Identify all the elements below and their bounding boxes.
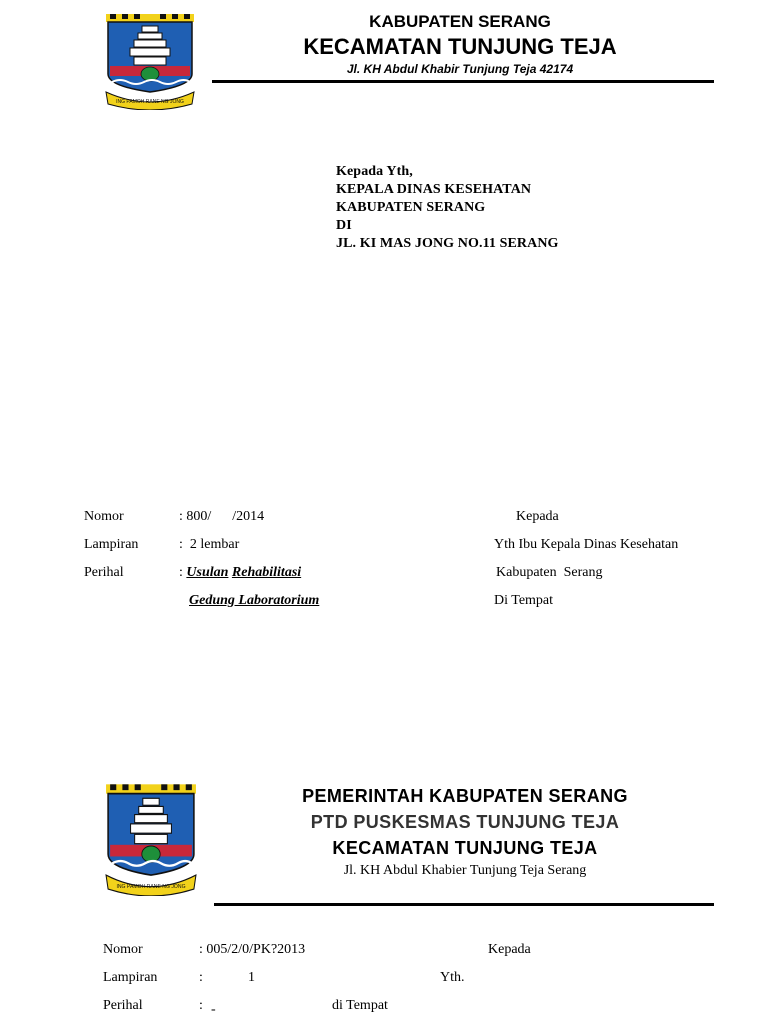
perihal2-label: Perihal: [103, 998, 143, 1013]
nomor-value: : 800/ /2014: [179, 509, 265, 524]
perihal-colon: :: [179, 565, 183, 580]
letterhead2-puskesmas: PTD PUSKESMAS TUNJUNG TEJA: [310, 812, 620, 832]
right-kabupaten: Kabupaten Serang: [496, 565, 603, 580]
lampiran2-value: 1: [248, 970, 255, 985]
right2-di-tempat: di Tempat: [332, 998, 388, 1013]
emblem-motto-2: ING PAMOH RANE NG JONG: [116, 883, 186, 890]
lampiran-label: Lampiran: [84, 537, 139, 552]
right2-yth: Yth.: [440, 970, 465, 985]
recipient-line-3: DI: [336, 218, 352, 233]
letterhead2-rule: [214, 903, 714, 906]
lampiran2-label: Lampiran: [103, 970, 158, 985]
nomor-label: Nomor: [84, 509, 124, 524]
recipient-line-2: KABUPATEN SERANG: [336, 200, 486, 215]
right-kepada: Kepada: [516, 509, 559, 524]
right-di-tempat: Di Tempat: [494, 593, 554, 608]
lampiran-value: : 2 lembar: [179, 537, 240, 552]
recipient-line-4: JL. KI MAS JONG NO.11 SERANG: [336, 236, 559, 251]
serang-regency-emblem: [104, 12, 196, 110]
lampiran2-colon: :: [199, 970, 203, 985]
perihal2-colon: :: [199, 998, 203, 1013]
letterhead2-district: KECAMATAN TUNJUNG TEJA: [332, 838, 598, 858]
perihal-line-2: Gedung Laboratorium: [189, 593, 320, 608]
perihal-word-rehabilitasi: Rehabilitasi: [231, 565, 302, 580]
perihal2-dash: -: [211, 1002, 216, 1017]
perihal-label: Perihal: [84, 565, 124, 580]
serang-regency-emblem-2: [104, 782, 198, 896]
letterhead-regency: KABUPATEN SERANG: [369, 12, 551, 31]
right2-kepada: Kepada: [488, 942, 531, 957]
emblem-motto: ING PAMOH RANE NG JONG: [116, 99, 184, 105]
recipient-greeting: Kepada Yth,: [336, 164, 413, 179]
nomor2-value: : 005/2/0/PK?2013: [199, 942, 306, 957]
perihal-word-usulan: Usulan: [186, 565, 229, 580]
letterhead-address: Jl. KH Abdul Khabir Tunjung Teja 42174: [346, 62, 574, 76]
letterhead2-government: PEMERINTAH KABUPATEN SERANG: [302, 786, 628, 806]
recipient-line-1: KEPALA DINAS KESEHATAN: [336, 182, 532, 197]
perihal-value: [179, 565, 301, 581]
nomor2-label: Nomor: [103, 942, 143, 957]
letterhead2-address: Jl. KH Abdul Khabier Tunjung Teja Serang: [343, 863, 587, 878]
right-yth: Yth Ibu Kepala Dinas Kesehatan: [494, 537, 679, 552]
letterhead-rule: [212, 80, 714, 83]
letterhead-district: KECAMATAN TUNJUNG TEJA: [303, 34, 617, 59]
